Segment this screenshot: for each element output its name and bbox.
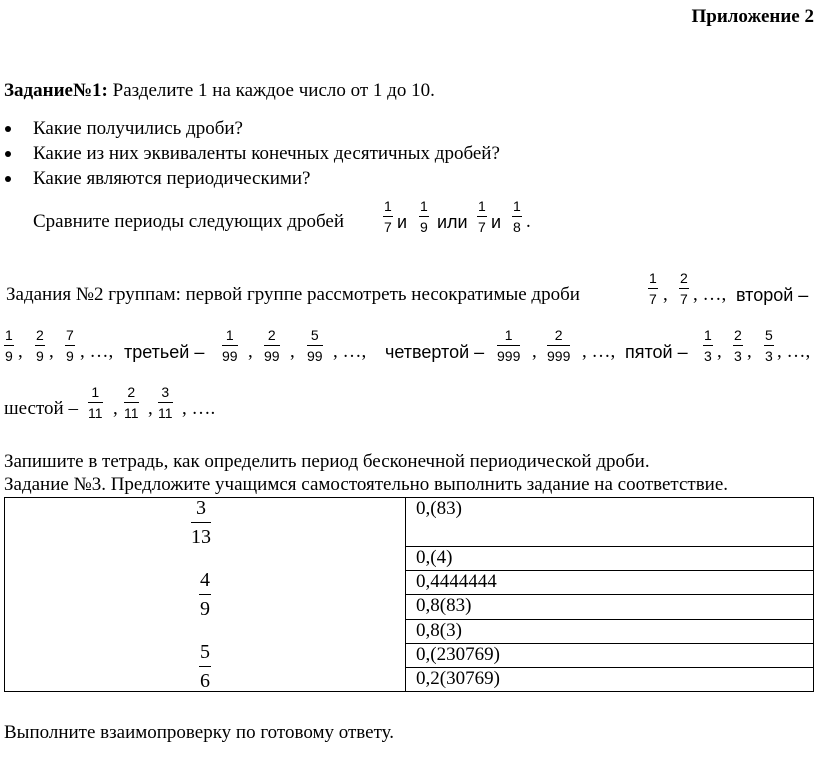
bullet-dot (5, 176, 11, 182)
fraction: 2 7 (680, 270, 688, 307)
answer-cell: 0,(230769) (406, 643, 814, 667)
fraction: 1 9 (5, 327, 13, 364)
label-third: третьей – (124, 342, 205, 362)
fraction: 2 11 (124, 384, 139, 421)
fraction: 2 999 (547, 327, 571, 364)
fraction: 2 99 (264, 327, 280, 364)
fraction: 3 11 (158, 384, 173, 421)
answer-cell: 0,8(3) (406, 619, 814, 643)
fraction: 5 99 (307, 327, 323, 364)
comma: , (717, 341, 722, 362)
bullet-dot (5, 151, 11, 157)
word-and: и (491, 212, 502, 232)
label-sixth: шестой – (4, 398, 78, 419)
answer-cell: 0,(83) (406, 498, 814, 547)
note-text: Запишите в тетрадь, как определить период бесконечной периодической дроби. (4, 451, 650, 472)
comma: , (148, 398, 153, 419)
answer-cell: 0,4444444 (406, 571, 814, 595)
task2-intro: Задания №2 группам: первой группе рассмотреть несократимые дроби (6, 284, 580, 305)
compare-text: Сравните периоды следующих дробей (33, 211, 344, 232)
ellipsis: , …, (80, 341, 114, 362)
fraction: 1 999 (497, 327, 521, 364)
ellipsis-end: , …. (182, 398, 216, 419)
ellipsis: , …, (693, 284, 727, 305)
fraction: 5 3 (765, 327, 773, 364)
task3-text: Задание №3. Предложите учащимся самостоятельно выполнить задание на соответствие. (4, 474, 729, 495)
fraction: 2 3 (734, 327, 742, 364)
comma: , (18, 341, 23, 362)
answer-cell: 0,2(30769) (406, 667, 814, 691)
fraction: 1 8 (513, 198, 521, 235)
question-1: Какие получились дроби? (33, 118, 243, 139)
fraction: 2 9 (36, 327, 44, 364)
ellipsis: , …, (333, 341, 367, 362)
comma: , (248, 341, 253, 362)
word-and: и (397, 212, 408, 232)
label-fifth: пятой – (625, 342, 688, 362)
fraction: 3 13 (191, 497, 211, 548)
fraction: 1 7 (384, 198, 392, 235)
matching-table (4, 497, 814, 692)
footer-text: Выполните взаимопроверку по готовому ответу. (4, 722, 394, 743)
bullet-dot (5, 126, 11, 132)
answer-cell: 0,(4) (406, 547, 814, 571)
comma: , (532, 341, 537, 362)
question-2: Какие из них эквиваленты конечных десятичных дробей? (33, 143, 500, 164)
fraction: 5 6 (200, 641, 210, 692)
fraction: 1 7 (649, 270, 657, 307)
period: . (526, 211, 531, 232)
label-second: второй – (736, 285, 809, 305)
comma: , (49, 341, 54, 362)
ellipsis: , …, (582, 341, 616, 362)
task1-text: Разделите 1 на каждое число от 1 до 10. (107, 80, 435, 101)
question-3: Какие являются периодическими? (33, 168, 311, 189)
fraction: 1 7 (478, 198, 486, 235)
word-or: или (437, 212, 468, 232)
fraction: 1 3 (704, 327, 712, 364)
task1-line (4, 80, 435, 102)
fraction: 1 9 (420, 198, 428, 235)
fraction: 1 11 (88, 384, 103, 421)
comma: , (113, 398, 118, 419)
fraction: 4 9 (200, 569, 210, 620)
fraction: 1 99 (222, 327, 238, 364)
appendix-label: Приложение 2 (691, 6, 814, 27)
fraction: 7 9 (66, 327, 74, 364)
answer-cell: 0,8(83) (406, 595, 814, 619)
comma: , (663, 284, 668, 305)
ellipsis: , …, (777, 341, 811, 362)
comma: , (747, 341, 752, 362)
fractions-column (5, 498, 406, 692)
comma: , (290, 341, 295, 362)
task1-label: Задание№1: (4, 80, 108, 101)
label-fourth: четвертой – (385, 342, 485, 362)
